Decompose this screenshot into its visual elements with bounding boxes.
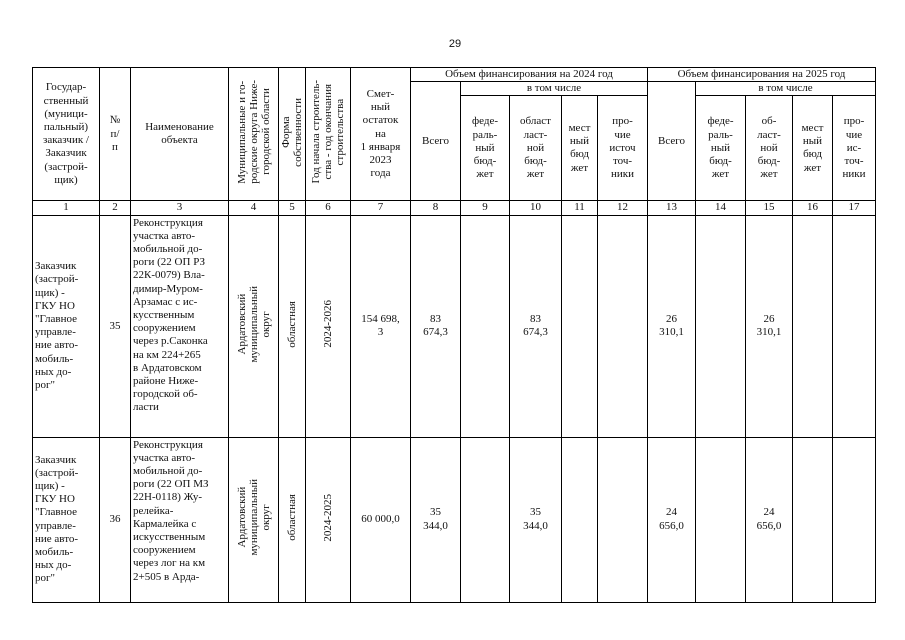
header-federal-2024: феде- раль- ный бюд- жет — [461, 96, 510, 201]
header-object-name: Наименование объекта — [131, 68, 229, 201]
row-total-2024: 83 674,3 — [411, 215, 461, 437]
header-municipality-cell — [229, 68, 279, 201]
row-local-2025 — [793, 215, 833, 437]
row-other-2025 — [833, 437, 876, 602]
column-number: 6 — [306, 201, 351, 215]
header-local-2025: мест ный бюд жет — [793, 96, 833, 201]
header-customer: Государ- ственный (муници- пальный) заказчик / Заказчик (застрой- щик) — [33, 68, 100, 201]
row-other-2025 — [833, 215, 876, 437]
row-municipality-cell — [229, 215, 279, 437]
column-number: 13 — [648, 201, 696, 215]
row-regional-2024: 83 674,3 — [510, 215, 562, 437]
row-total-2024: 35 344,0 — [411, 437, 461, 602]
row-municipality-cell — [229, 437, 279, 602]
column-number: 8 — [411, 201, 461, 215]
row-object-name-cell — [131, 437, 229, 602]
row-years: 2024-2026 — [322, 300, 334, 348]
row-customer: Заказчик (застрой- щик) - ГКУ НО "Главное управле- ние авто- мобиль- ных до- рог" — [33, 215, 100, 437]
row-local-2024 — [562, 215, 598, 437]
column-number: 5 — [279, 201, 306, 215]
header-ownership-cell — [279, 68, 306, 201]
column-number: 2 — [100, 201, 131, 215]
row-customer: Заказчик (застрой- щик) - ГКУ НО "Главное управле- ние авто- мобиль- ных до- рог" — [33, 437, 100, 602]
row-federal-2025 — [696, 437, 746, 602]
column-number: 7 — [351, 201, 411, 215]
column-number: 14 — [696, 201, 746, 215]
header-ownership: Форма собственности — [280, 97, 304, 167]
header-years-cell — [306, 68, 351, 201]
row-ownership-cell — [279, 437, 306, 602]
column-numbers-row — [33, 201, 876, 215]
column-number: 3 — [131, 201, 229, 215]
column-number: 9 — [461, 201, 510, 215]
header-total-2025: Всего — [648, 82, 696, 201]
column-number: 11 — [562, 201, 598, 215]
row-federal-2025 — [696, 215, 746, 437]
header-including-2024: в том числе — [461, 82, 648, 96]
row-total-2025: 26 310,1 — [648, 215, 696, 437]
row-years-cell — [306, 437, 351, 602]
header-number: № п/ п — [100, 68, 131, 201]
row-balance: 154 698, 3 — [351, 215, 411, 437]
row-regional-2025: 26 310,1 — [746, 215, 793, 437]
table-row — [33, 437, 876, 602]
row-municipality: Ардатовский муниципальный округ — [235, 479, 272, 556]
row-years: 2024-2025 — [322, 493, 334, 542]
row-regional-2024: 35 344,0 — [510, 437, 562, 602]
page-number: 29 — [448, 38, 462, 50]
column-number: 12 — [598, 201, 648, 215]
header-balance: Смет- ный остаток на 1 января 2023 года — [351, 68, 411, 201]
row-ownership-cell — [279, 215, 306, 437]
row-municipality: Ардатовский муниципальный округ — [235, 285, 272, 363]
header-other-2025: про- чие ис- точ- ники — [833, 96, 876, 201]
header-row-1 — [33, 68, 876, 82]
row-local-2025 — [793, 437, 833, 602]
row-local-2024 — [562, 437, 598, 602]
header-federal-2025: феде- раль- ный бюд- жет — [696, 96, 746, 201]
row-federal-2024 — [461, 437, 510, 602]
row-other-2024 — [598, 215, 648, 437]
column-number: 10 — [510, 201, 562, 215]
column-number: 1 — [33, 201, 100, 215]
header-financing-2024: Объем финансирования на 2024 год — [411, 68, 648, 82]
row-object-name: Реконструкция участка авто- мобильной до- роги (22 ОП МЗ 22Н-0118) Жу- релейка- Кармалейка с искусственным сооружением через лог на км 2+505 в Арда- — [133, 438, 209, 583]
header-local-2024: мест ный бюд жет — [562, 96, 598, 201]
financing-table — [32, 67, 876, 603]
header-other-2024: про- чие источ точ- ники — [598, 96, 648, 201]
column-number: 4 — [229, 201, 279, 215]
header-financing-2025: Объем финансирования на 2025 год — [648, 68, 876, 82]
row-balance: 60 000,0 — [351, 437, 411, 602]
table-row — [33, 215, 876, 437]
row-total-2025: 24 656,0 — [648, 437, 696, 602]
row-ownership: областная — [286, 300, 298, 348]
column-number: 15 — [746, 201, 793, 215]
row-other-2024 — [598, 437, 648, 602]
row-ownership: областная — [286, 494, 298, 541]
row-object-name: Реконструкция участка авто- мобильной до- роги (22 ОП РЗ 22К-0079) Вла- димир-Муром- Арзамас с ис- кусственным сооружением через р.Саконка на км 224+265 в Ардатовском районе Ниже- городской об- ласти — [131, 215, 229, 437]
header-regional-2024: област ласт- ной бюд- жет — [510, 96, 562, 201]
column-number: 16 — [793, 201, 833, 215]
header-regional-2025: об- ласт- ной бюд- жет — [746, 96, 793, 201]
row-federal-2024 — [461, 215, 510, 437]
header-years: Год начала строитель- ства - год окончания строительства — [310, 80, 346, 184]
row-number: 35 — [100, 215, 131, 437]
row-number: 36 — [100, 437, 131, 602]
header-total-2024: Всего — [411, 82, 461, 201]
row-regional-2025: 24 656,0 — [746, 437, 793, 602]
column-number: 17 — [833, 201, 876, 215]
header-including-2025: в том числе — [696, 82, 876, 96]
row-years-cell — [306, 215, 351, 437]
header-municipality: Муниципальные и го- родские округа Ниже- городской области — [235, 80, 272, 184]
